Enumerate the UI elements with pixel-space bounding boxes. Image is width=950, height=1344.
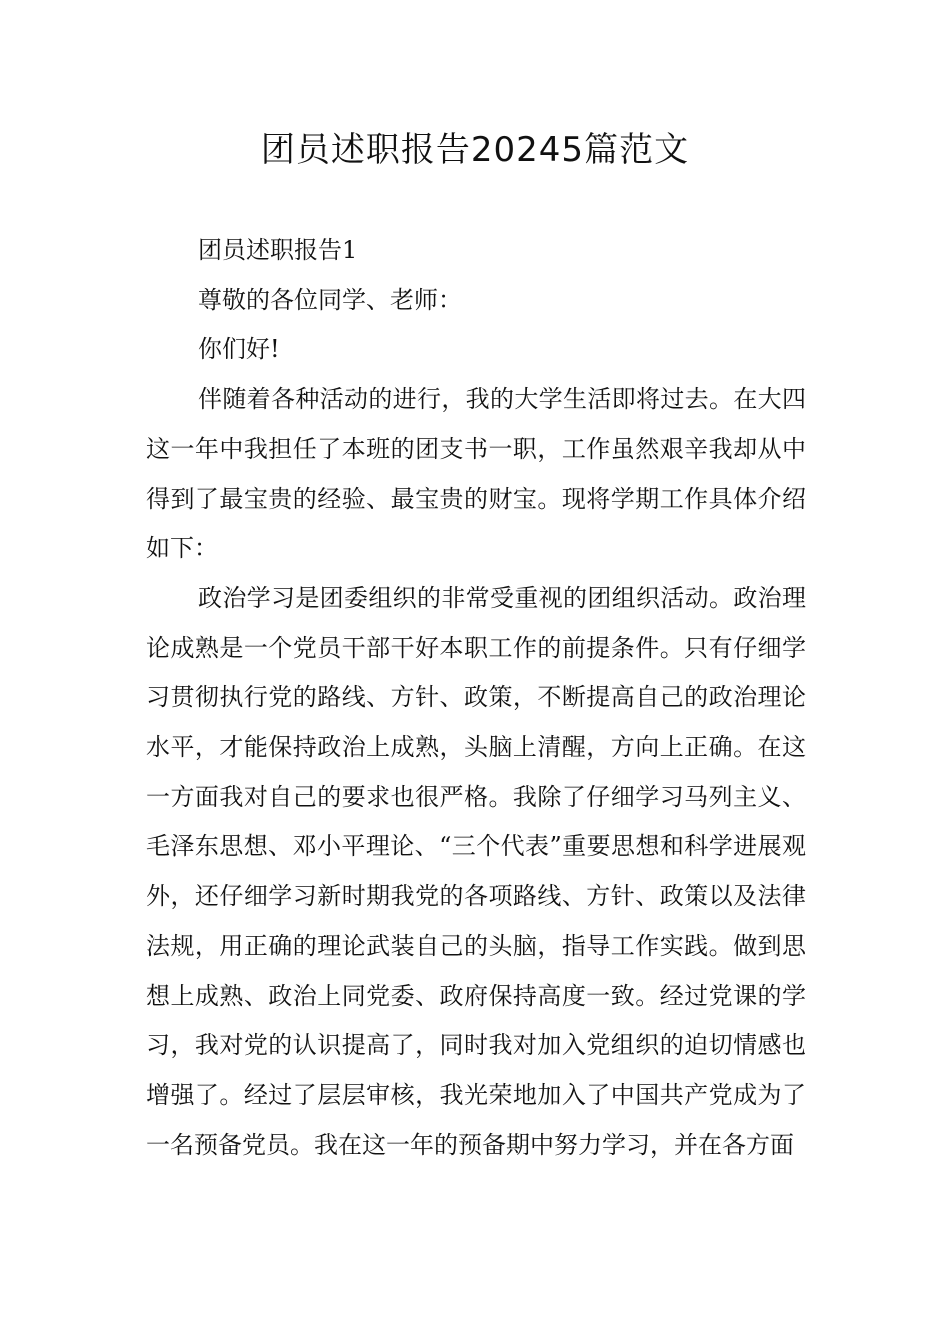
section-heading: 团员述职报告1 <box>198 236 358 264</box>
greeting: 你们好! <box>198 335 280 364</box>
salutation: 尊敬的各位同学、老师： <box>198 285 462 314</box>
document-body <box>146 226 806 1170</box>
paragraph-political-study: 政治学习是团委组织的非常受重视的团组织活动。政治理论成熟是一个党员干部干好本职工作的前提条件。只有仔细学习贯彻执行党的路线、方针、政策，不断提高自己的政治理论水平，才能保持政治上成熟，头脑上清醒，方向上正确。在这一方面我对自己的要求也很严格。我除了仔细学习马列主义、毛泽东思想、邓小平理论、“三个代表”重要思想和科学进展观外，还仔细学习新时期我党的各项路线、方针、政策以及法律法规，用正确的理论武装自己的头脑，指导工作实践。做到思想上成熟、政治上同党委、政府保持高度一致。经过党课的学习，我对党的认识提高了，同时我对加入党组织的迫切情感也增强了。经过了层层审核，我光荣地加入了中国共产党成为了一名预备党员。我在这一年的预备期中努力学习，并在各方面 <box>146 583 806 1159</box>
document-title: 团员述职报告20245篇范文 <box>260 130 690 170</box>
paragraph-intro: 伴随着各种活动的进行，我的大学生活即将过去。在大四这一年中我担任了本班的团支书一职，工作虽然艰辛我却从中得到了最宝贵的经验、最宝贵的财宝。现将学期工作具体介绍如下： <box>146 385 806 563</box>
